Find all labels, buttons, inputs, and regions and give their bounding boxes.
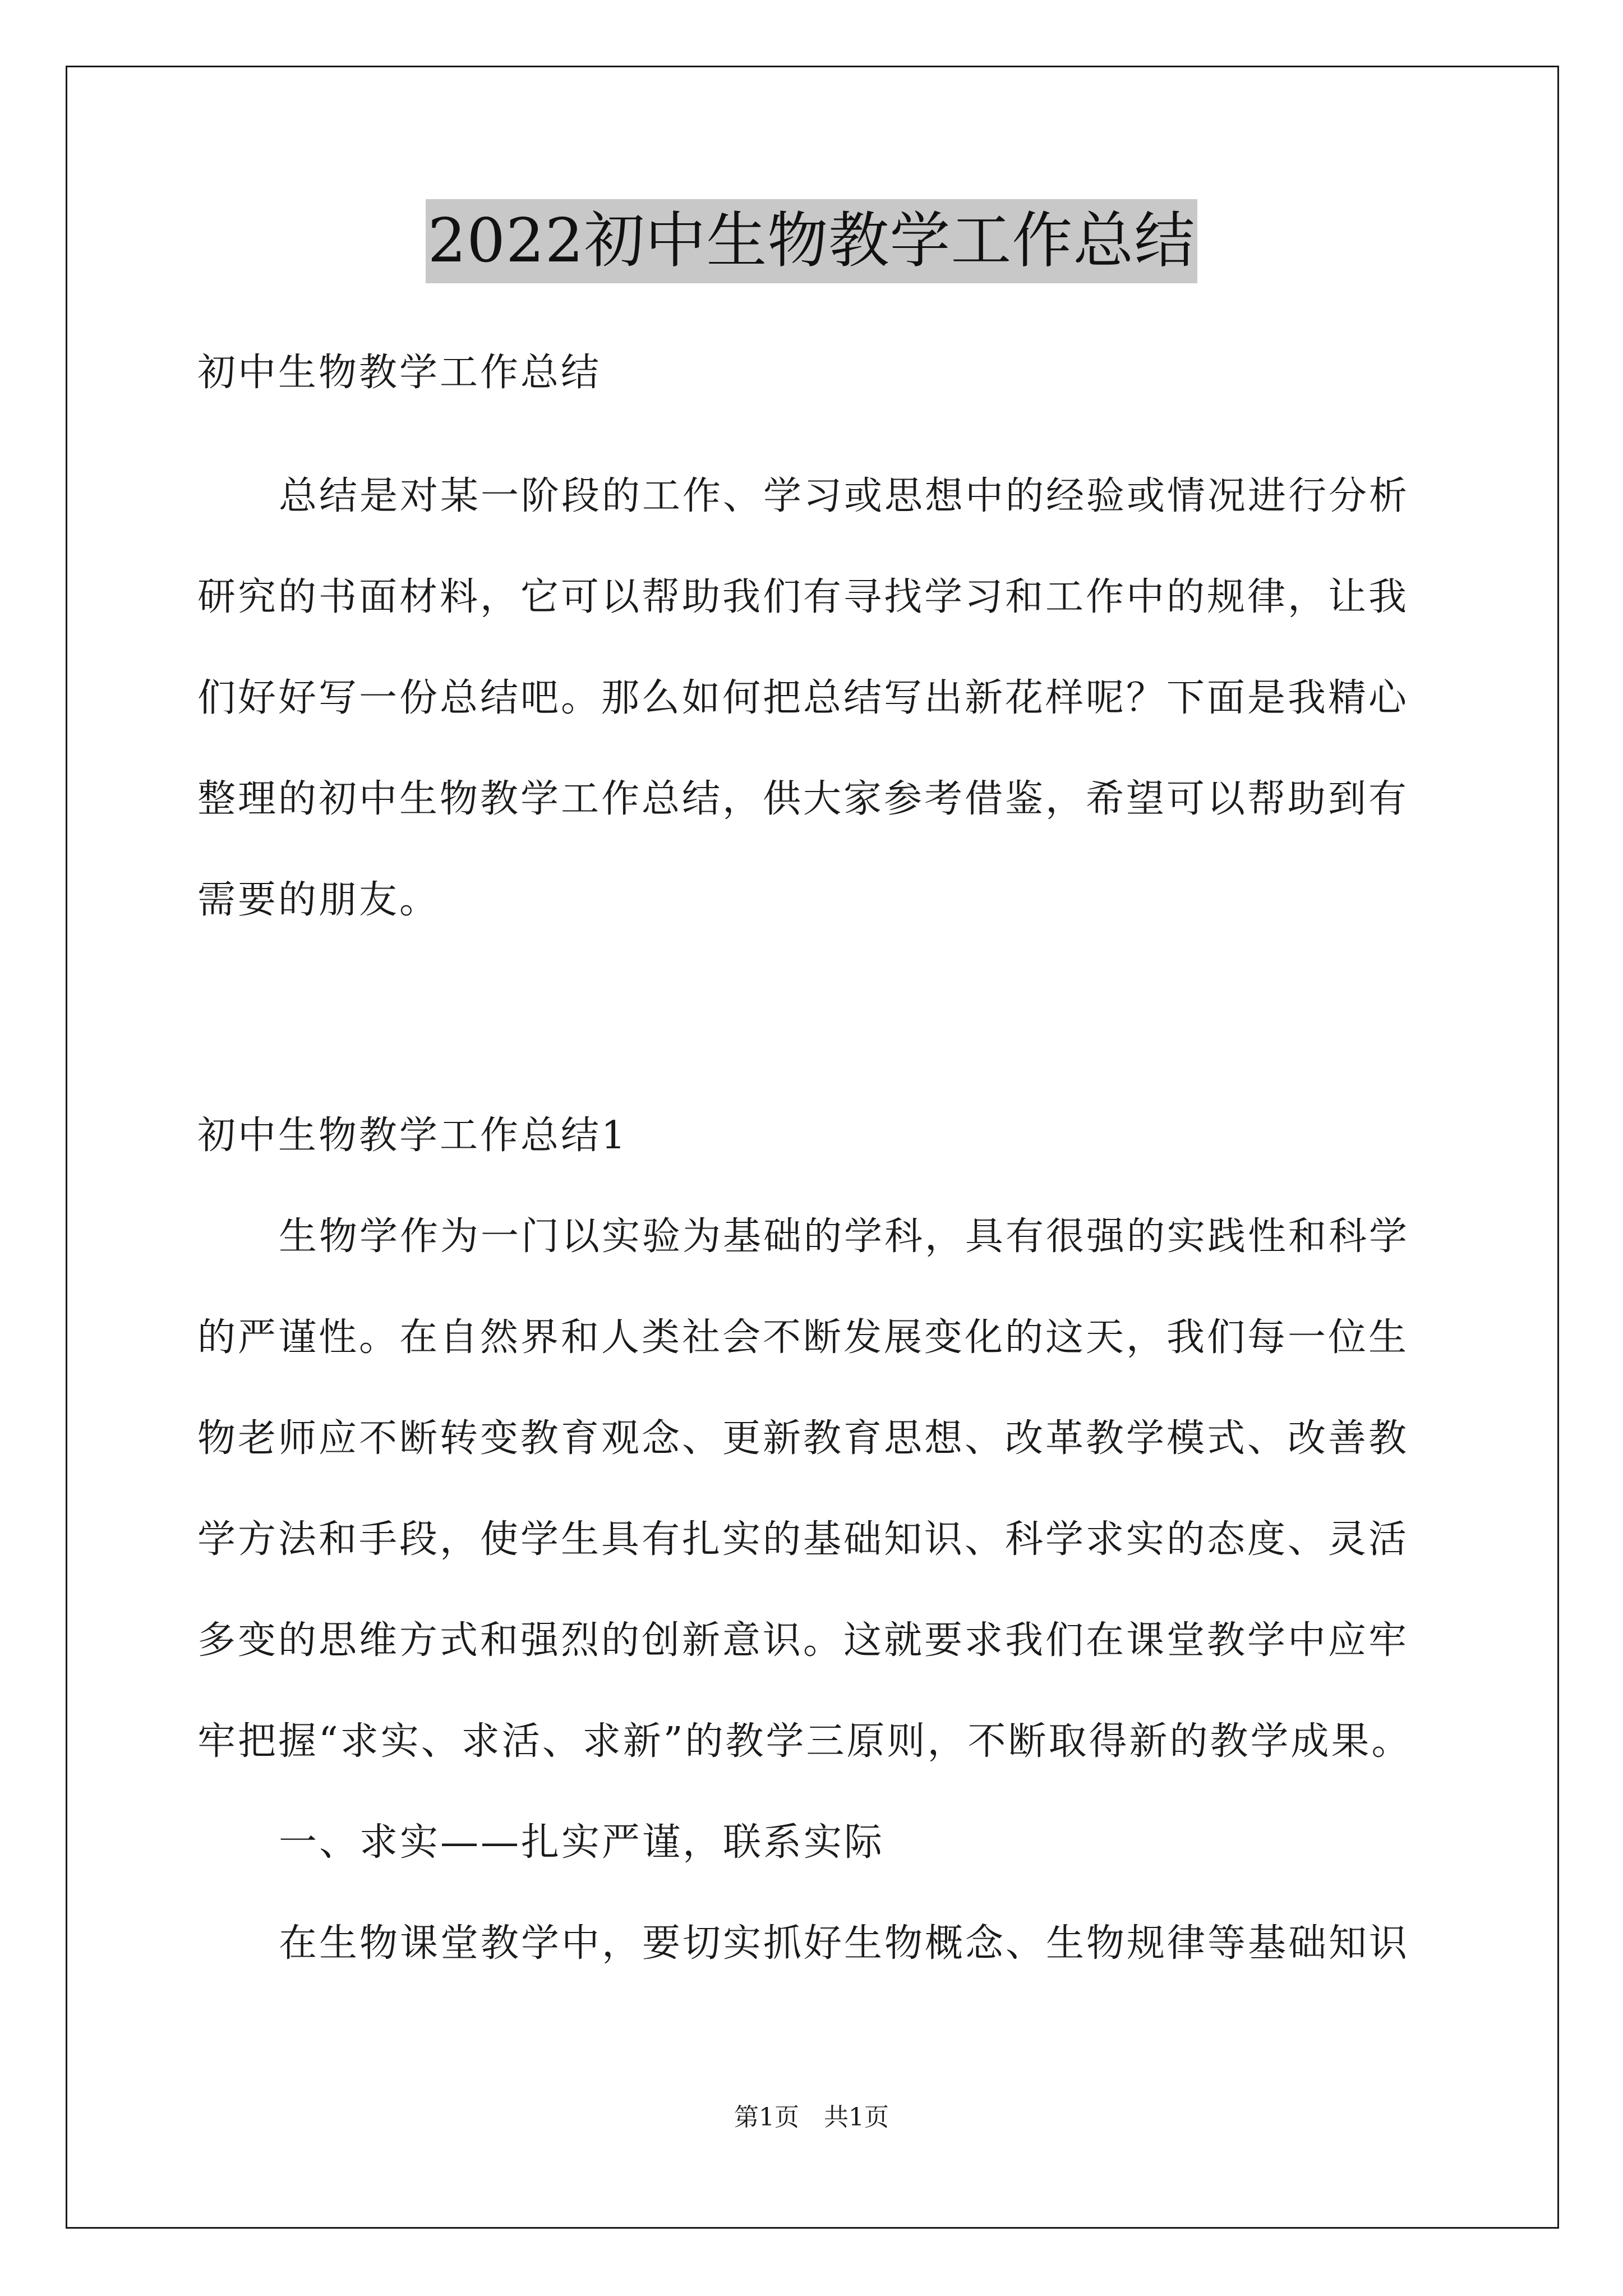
section-paragraph-line: 多变的思维方式和强烈的创新意识。这就要求我们在课堂教学中应牢 <box>197 1618 1409 1663</box>
point-heading: 一、求实——扎实严谨，联系实际 <box>279 1820 885 1865</box>
intro-line: 总结是对某一阶段的工作、学习或思想中的经验或情况进行分析 <box>279 474 1410 518</box>
page-footer: 第1页 共1页 <box>734 2103 889 2132</box>
document-subtitle: 初中生物教学工作总结 <box>197 351 602 395</box>
section-paragraph-line: 生物学作为一门以实验为基础的学科，具有很强的实践性和科学 <box>279 1214 1410 1259</box>
section-heading: 初中生物教学工作总结1 <box>197 1114 628 1158</box>
section-paragraph-line: 学方法和手段，使学生具有扎实的基础知识、科学求实的态度、灵活 <box>197 1517 1409 1562</box>
intro-line: 研究的书面材料，它可以帮助我们有寻找学习和工作中的规律，让我 <box>197 575 1409 619</box>
point-paragraph-line: 在生物课堂教学中，要切实抓好生物概念、生物规律等基础知识 <box>279 1921 1410 1966</box>
document-title: 2022初中生物教学工作总结 <box>426 199 1198 283</box>
section-paragraph-line: 的严谨性。在自然界和人类社会不断发展变化的这天，我们每一位生 <box>197 1315 1409 1360</box>
intro-line: 整理的初中生物教学工作总结，供大家参考借鉴，希望可以帮助到有 <box>197 777 1409 821</box>
intro-line: 需要的朋友。 <box>197 878 440 922</box>
title-container <box>0 199 1623 283</box>
section-paragraph-line: 牢把握“求实、求活、求新”的教学三原则，不断取得新的教学成果。 <box>197 1719 1412 1764</box>
intro-line: 们好好写一份总结吧。那么如何把总结写出新花样呢？下面是我精心 <box>197 676 1409 720</box>
section-paragraph-line: 物老师应不断转变教育观念、更新教育思想、改革教学模式、改善教 <box>197 1416 1409 1461</box>
